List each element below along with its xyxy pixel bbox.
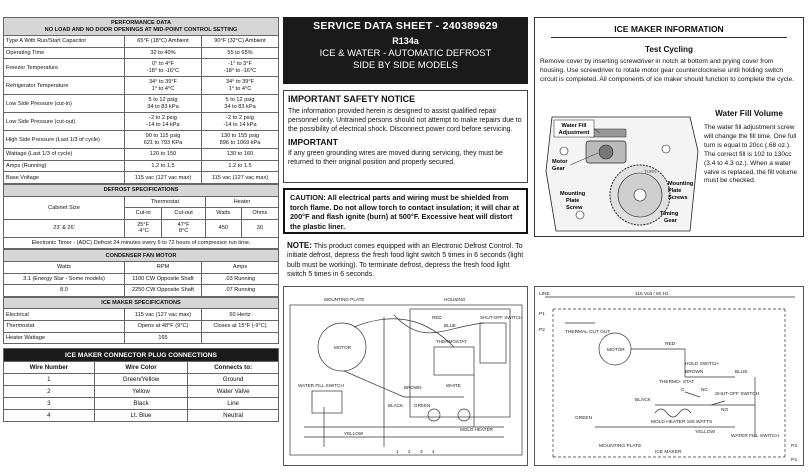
wiring-schematic-svg bbox=[535, 287, 805, 467]
table-row: 3 Black Line bbox=[4, 398, 279, 410]
cell-90: 130 to 160 bbox=[202, 149, 279, 161]
cell-90: 34° to 39°F 1° to 4°C bbox=[202, 77, 279, 95]
table-row bbox=[4, 36, 279, 48]
table-row bbox=[4, 172, 279, 184]
table-row: Electrical 115 vac (127 vac max) 60 Hertz bbox=[4, 309, 279, 321]
cut-in-value: 25°F -4°C bbox=[125, 219, 162, 237]
performance-table bbox=[3, 17, 279, 184]
ice-maker-info-title: ICE MAKER INFORMATION bbox=[551, 18, 787, 38]
heater-header: Heater bbox=[205, 196, 278, 208]
terminal-4-label: 4 bbox=[432, 449, 435, 454]
screws-label: Screws bbox=[668, 195, 688, 201]
cell-65: 5 to 12 psig 34 to 83 kPa bbox=[125, 95, 202, 113]
cell-90: 130 to 155 psig 896 to 1069 kPa bbox=[202, 131, 279, 149]
cell-65: 0° to 4°F -18° to -16°C bbox=[125, 59, 202, 77]
wire-brown-label: BROWN bbox=[404, 385, 422, 390]
cell-90: -2 to 2 psig -14 to 14 kPa bbox=[202, 113, 279, 131]
cell-90: 90°F (32°C) Ambient bbox=[202, 36, 279, 48]
service-title: SERVICE DATA SHEET - 240389629 bbox=[313, 20, 498, 32]
mounting-label: Mounting bbox=[668, 181, 694, 187]
cabinet-size-label: Cabinet Size bbox=[4, 196, 125, 219]
cell-65: 90 to 115 psig 621 to 793 KPa bbox=[125, 131, 202, 149]
mold-heater-symbol bbox=[655, 409, 691, 417]
table-row: 8.0 2250 CW Opposite Shaft .07 Running bbox=[4, 285, 279, 297]
mounting-plate-label: MOUNTING PLATE bbox=[324, 297, 365, 302]
ohms-header: Ohms bbox=[241, 208, 278, 220]
condenser-title: CONDENSER FAN MOTOR bbox=[4, 250, 279, 262]
wire-brown-label: BROWN bbox=[685, 370, 704, 375]
defrost-title: DEFROST SPECIFICATIONS bbox=[4, 184, 279, 196]
test-cycling-text: Remove cover by inserting screwdriver in notch at bottom and prying cover from housing. Use screwdriver to rotate motor gear counterclockwise until holding switch circuit is completed. All components of ice maker should function to complete the cycle. bbox=[540, 58, 794, 83]
condenser-table bbox=[3, 249, 279, 296]
table-row bbox=[4, 113, 279, 131]
mounting-screw-icon bbox=[560, 147, 568, 155]
note-label: NOTE: bbox=[287, 241, 312, 250]
thermostat-header: Thermostat bbox=[125, 196, 206, 208]
middle-column bbox=[283, 17, 528, 287]
row-label: Low Side Pressure (cut-in) bbox=[4, 95, 125, 113]
cell-90: 5 to 12 psig 34 to 83 kPa bbox=[202, 95, 279, 113]
row-label: Low Side Pressure (cut-out) bbox=[4, 113, 125, 131]
service-header bbox=[283, 17, 528, 84]
line-label: LINE bbox=[539, 292, 550, 297]
icemaker-spec-table bbox=[3, 297, 279, 344]
note-box bbox=[283, 239, 528, 287]
timing-label: Timing bbox=[660, 211, 679, 217]
water-fill-volume-title: Water Fill Volume bbox=[715, 109, 783, 118]
voltage-label: 115 Volt / 60 Hz. bbox=[635, 292, 670, 297]
mounting-screw-icon bbox=[576, 211, 584, 219]
watts-header: Watts bbox=[205, 208, 241, 220]
water-fill-switch-outline bbox=[312, 391, 342, 413]
thermostat-outline bbox=[434, 347, 474, 375]
wire-green-label: GREEN bbox=[414, 403, 431, 408]
mounting-screw-icon bbox=[662, 145, 670, 153]
water-fill-switch-label: WATER FILL SWITCH bbox=[298, 383, 344, 388]
wire-red-label: RED bbox=[432, 315, 442, 320]
table-row: Heater Wattage 165 bbox=[4, 332, 279, 344]
water-fill-label: Water Fill bbox=[561, 123, 587, 129]
cell-65: 1.2 to 1.5 bbox=[125, 160, 202, 172]
wire-black-label: BLACK bbox=[388, 403, 404, 408]
connector-table bbox=[3, 348, 279, 422]
motor-label: MOTOR bbox=[607, 348, 625, 353]
refrigerant-label: R134a bbox=[392, 36, 419, 46]
rpm-header: RPM bbox=[125, 261, 202, 273]
terminal-2-label: 2 bbox=[408, 449, 411, 454]
table-row: 3.1 (Energy Star - Some models) 1100 CW Opposite Shaft .03 Running bbox=[4, 273, 279, 285]
caution-box: CAUTION: All electrical parts and wiring must be shielded from torch flame. Do not allow torch to contact insulation; it will char at 200°F and flash ignite (burn) at 500°F. Excessive heat will distort the plastic liner. bbox=[283, 188, 528, 234]
table-row: 2 Yellow Water Valve bbox=[4, 386, 279, 398]
terminal-3-label: 3 bbox=[420, 449, 423, 454]
table-row bbox=[4, 47, 279, 59]
model-line-2: SIDE BY SIDE MODELS bbox=[353, 60, 458, 71]
contact-no-label: NO bbox=[721, 408, 729, 413]
cell-65: 115 vac (127 vac max) bbox=[125, 172, 202, 184]
contact-c-label: C bbox=[681, 388, 685, 393]
wire-white-label: WHITE bbox=[446, 383, 461, 388]
row-label: Wattage (Last 1/3 of cycle) bbox=[4, 149, 125, 161]
wire-number-header: Wire Number bbox=[4, 362, 95, 374]
cut-in-header: Cut-in bbox=[125, 208, 162, 220]
mold-heater-label: MOLD HEATER bbox=[460, 427, 493, 432]
table-row bbox=[4, 59, 279, 77]
water-fill-switch-label: WATER FILL SWITCH bbox=[731, 434, 779, 439]
ohms-value: 30 bbox=[241, 219, 278, 237]
table-row bbox=[4, 149, 279, 161]
p1-label: P1 bbox=[539, 312, 545, 317]
cell-65: 32 to 40% bbox=[125, 47, 202, 59]
shutoff-switch-label: SHUT-OFF SWITCH bbox=[715, 392, 760, 397]
model-line-1: ICE & WATER - AUTOMATIC DEFROST bbox=[319, 48, 492, 59]
screw-label: Screw bbox=[566, 205, 583, 211]
wire-yellow-label: YELLOW bbox=[695, 430, 715, 435]
cell-90: 115 vac (127 vac max) bbox=[202, 172, 279, 184]
cell-65: 34° to 39°F 1° to 4°C bbox=[125, 77, 202, 95]
row-label: Type A With Run/Start Capacitor bbox=[4, 36, 125, 48]
cell-90: -1° to 3°F -18° to -16°C bbox=[202, 59, 279, 77]
contact-nc-label: NC bbox=[701, 388, 708, 393]
shutoff-switch-outline bbox=[480, 323, 506, 363]
plate-label: Plate bbox=[668, 188, 682, 194]
table-row bbox=[4, 77, 279, 95]
cell-65: 120 to 150 bbox=[125, 149, 202, 161]
motor-label: MOTOR bbox=[334, 345, 352, 350]
left-column bbox=[3, 17, 279, 422]
turn-label: TURN bbox=[644, 169, 657, 174]
table-row: 4 Lt. Blue Neutral bbox=[4, 410, 279, 422]
wire-black-label: BLACK bbox=[635, 398, 651, 403]
cut-out-value: 47°F 8°C bbox=[162, 219, 206, 237]
performance-title: PERFORMANCE DATA bbox=[110, 20, 172, 26]
plate-label-2: Plate bbox=[566, 198, 580, 204]
mold-heater-terminal bbox=[428, 409, 440, 421]
ice-maker-label: ICE MAKER bbox=[655, 450, 682, 455]
defrost-table bbox=[3, 184, 279, 249]
thermostat-label: THERMOSTAT bbox=[436, 339, 467, 344]
motor-gear-shape bbox=[599, 145, 613, 159]
table-row bbox=[4, 160, 279, 172]
cut-out-header: Cut-out bbox=[162, 208, 206, 220]
p4-label: P4 bbox=[791, 458, 797, 463]
row-label: Operating Time bbox=[4, 47, 125, 59]
important-title: IMPORTANT bbox=[288, 137, 338, 147]
timing-gear-center bbox=[634, 189, 646, 201]
ice-maker-info-panel bbox=[534, 17, 804, 237]
mold-heater-label: MOLD HEATER 165 WATTS bbox=[651, 420, 713, 425]
row-label: Freezer Temperature bbox=[4, 59, 125, 77]
icemaker-spec-title: ICE MAKER SPECIFICATIONS bbox=[4, 297, 279, 309]
adjustment-label: Adjustment bbox=[558, 130, 590, 136]
wire-green-label: GREEN bbox=[575, 416, 593, 421]
wire-blue-label: BLUE bbox=[735, 370, 748, 375]
watts-header: Watts bbox=[4, 261, 125, 273]
wire-yellow-label: YELLOW bbox=[344, 431, 364, 436]
note-text: This product comes equipped with an Electronic Defrost Control. To initiate defrost, depress the fresh food light switch 5 times in 6 seconds (light bulb must be working). To terminate defrost, depress the fresh food light switch 5 times in 6 seconds. bbox=[287, 243, 524, 279]
table-row: 1 Green/Yellow Ground bbox=[4, 374, 279, 386]
row-label: Amps (Running) bbox=[4, 160, 125, 172]
performance-subtitle: NO LOAD AND NO DOOR OPENINGS AT MID-POINT CONTROL SETTING bbox=[44, 26, 238, 33]
safety-title: IMPORTANT SAFETY NOTICE bbox=[288, 94, 416, 104]
table-row bbox=[4, 131, 279, 149]
thermal-cutout-label: THERMAL CUT OUT bbox=[565, 330, 611, 335]
mounting-plate-outline bbox=[290, 305, 522, 455]
watts-value: 450 bbox=[205, 219, 241, 237]
cell-65: -2 to 2 psig -14 to 14 kPa bbox=[125, 113, 202, 131]
cell-90: 1.2 to 1.5 bbox=[202, 160, 279, 172]
wire-red-label: RED bbox=[665, 342, 676, 347]
safety-notice bbox=[283, 90, 528, 183]
wire-color-header: Wire Color bbox=[94, 362, 188, 374]
row-label: High Side Pressure (Last 1/3 of cycle) bbox=[4, 131, 125, 149]
defrost-timer-note: Electronic Timer - (ADC) Defrost 24 minutes every 6 to 72 hours of compressor run time. bbox=[4, 237, 279, 249]
water-fill-volume-text: The water fill adjustment screw will change the fill time. One full turn is equal to 20cc (.68 oz.). The correct fill is 102 to 130cc (3.4 to 4.3 oz.). When a water valve is replaced, the fill volume must be checked. bbox=[704, 124, 798, 185]
terminal-1-label: 1 bbox=[396, 449, 399, 454]
motor-label: Motor bbox=[552, 159, 568, 165]
cell-65: 65°F (18°C) Ambient bbox=[125, 36, 202, 48]
housing-label: HOUSING bbox=[444, 297, 466, 302]
mounting-plate-label: MOUNTING PLATE bbox=[599, 444, 642, 449]
mold-heater-terminal bbox=[458, 409, 470, 421]
cabinet-size-value: 23' & 26' bbox=[4, 219, 125, 237]
mounting-label-2: Mounting bbox=[560, 191, 586, 197]
connects-to-header: Connects to: bbox=[188, 362, 279, 374]
wire-blue-label: BLUE bbox=[444, 323, 457, 328]
table-row: Thermostat Opens at 48°F (9°C) Closes at 15°F (-9°C) bbox=[4, 320, 279, 332]
test-cycling-title: Test Cycling bbox=[644, 45, 694, 54]
cell-90: 55 to 65% bbox=[202, 47, 279, 59]
gear-label: Gear bbox=[552, 166, 565, 172]
row-label: Refrigerator Temperature bbox=[4, 77, 125, 95]
wiring-diagram-schematic bbox=[534, 286, 804, 466]
ice-maker-gear-figure bbox=[540, 111, 702, 235]
table-row bbox=[4, 95, 279, 113]
wiring-diagram-physical bbox=[283, 286, 528, 466]
amps-header: Amps bbox=[202, 261, 279, 273]
gear-label-2: Gear bbox=[664, 218, 677, 224]
thermostat-label: THERMO- STAT bbox=[659, 380, 695, 385]
important-text: If any green grounding wires are moved during servicing, they must be returned to their original position and properly secured. bbox=[288, 150, 503, 166]
safety-text: The information provided herein is designed to assist qualified repair personnel only. Untrained persons should not attempt to make repairs due to the possibility of electrical shock. Disconnect power cord before servicing. bbox=[288, 108, 522, 133]
connector-title: ICE MAKER CONNECTOR PLUG CONNECTIONS bbox=[4, 349, 279, 362]
wiring-physical-svg bbox=[284, 287, 529, 467]
shutoff-switch-label: SHUT-OFF SWITCH bbox=[480, 315, 523, 320]
hold-switch-label: HOLD SWITCH bbox=[685, 362, 719, 367]
p3-label: P3 bbox=[791, 444, 797, 449]
p2-label: P2 bbox=[539, 328, 545, 333]
row-label: Base Voltage bbox=[4, 172, 125, 184]
